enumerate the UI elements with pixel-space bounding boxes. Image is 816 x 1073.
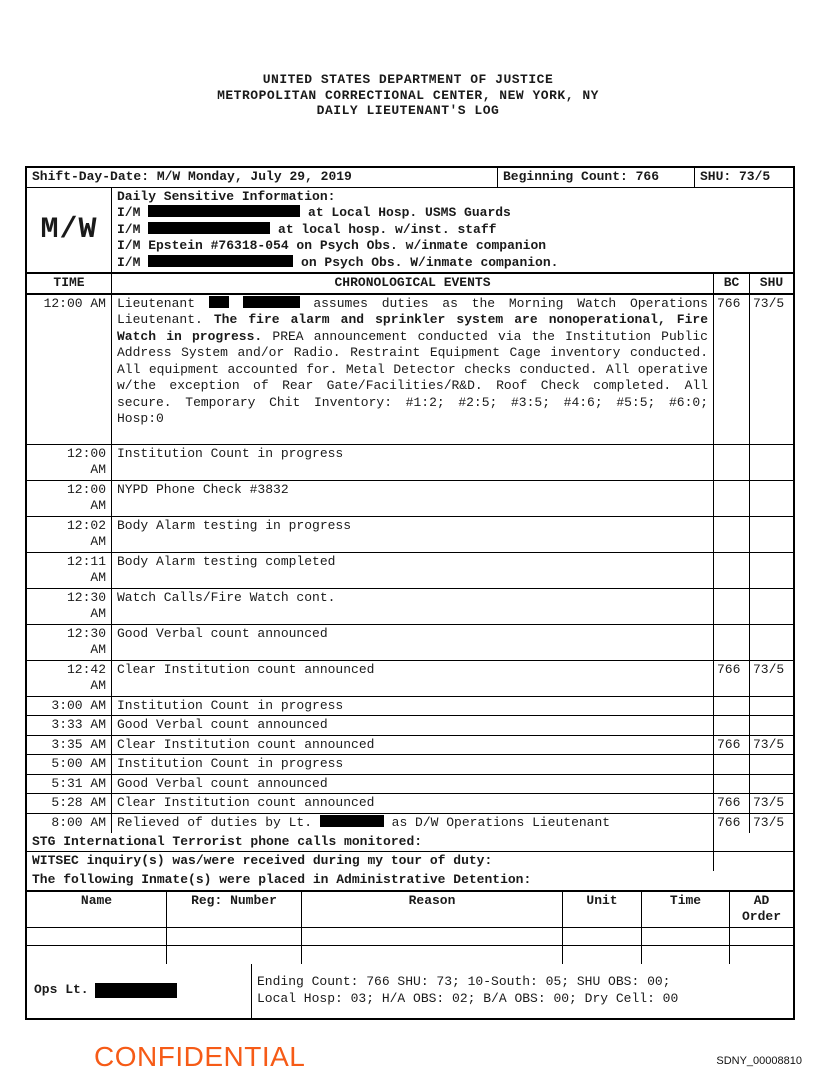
log-row-event: Clear Institution count announced bbox=[112, 661, 714, 696]
monitor-row-value bbox=[714, 852, 793, 871]
event-text-segment: Relieved of duties by Lt. bbox=[117, 814, 320, 830]
facility-line: METROPOLITAN CORRECTIONAL CENTER, NEW YORK, NY bbox=[217, 87, 599, 103]
ad-detention-title-row bbox=[27, 871, 793, 892]
log-row-event: Institution Count in progress bbox=[112, 755, 714, 774]
log-row-shu bbox=[750, 589, 793, 624]
log-row bbox=[27, 517, 793, 553]
log-row-event: Body Alarm testing completed bbox=[112, 553, 714, 588]
time-text: 12:30 bbox=[66, 625, 106, 641]
monitor-row-label: WITSEC inquiry(s) was/were received during my tour of duty: bbox=[27, 852, 714, 871]
log-row-bc bbox=[714, 553, 750, 588]
log-row-time bbox=[27, 553, 112, 588]
time-text: AM bbox=[90, 642, 106, 657]
ending-count-line: Local Hosp: 03; H/A OBS: 02; B/A OBS: 00; Dry Cell: 00 bbox=[257, 990, 679, 1006]
shu-column-header: SHU bbox=[759, 275, 784, 290]
time-text: 12:42 bbox=[66, 661, 106, 677]
log-row-time bbox=[27, 814, 112, 833]
event-text-segment: as D/W Operations Lieutenant bbox=[383, 814, 611, 830]
log-row-bc bbox=[714, 716, 750, 735]
daily-log-table bbox=[25, 166, 795, 1020]
time-text: AM bbox=[90, 678, 106, 693]
log-row bbox=[27, 625, 793, 661]
time-text: 12:02 bbox=[66, 517, 106, 533]
ad-column-header: AD Order bbox=[741, 892, 781, 924]
ending-count bbox=[252, 964, 793, 1018]
log-row bbox=[27, 736, 793, 756]
ad-empty-cell bbox=[730, 928, 793, 945]
time-text: 12:11 bbox=[66, 553, 106, 569]
sensitive-line bbox=[117, 205, 788, 222]
ad-detention-title: The following Inmate(s) were placed in Administrative Detention: bbox=[32, 872, 532, 887]
log-row-bc bbox=[714, 589, 750, 624]
ad-empty-cell bbox=[27, 946, 167, 964]
ad-empty-cell bbox=[642, 928, 730, 945]
ad-empty-cell bbox=[563, 946, 642, 964]
ad-empty-cell bbox=[563, 928, 642, 945]
bates-number: SDNY_00008810 bbox=[716, 1055, 802, 1067]
time-column-header: TIME bbox=[27, 274, 112, 293]
time-text: 12:30 bbox=[66, 589, 106, 605]
sensitive-lines bbox=[117, 205, 788, 271]
time-text: 12:00 AM bbox=[43, 295, 106, 311]
ad-empty-cell bbox=[642, 946, 730, 964]
log-rows bbox=[27, 295, 793, 833]
log-row-shu: 73/5 bbox=[753, 661, 785, 677]
log-column-header-row bbox=[27, 274, 793, 295]
log-row-bc: 766 bbox=[714, 295, 750, 444]
log-row-shu bbox=[750, 716, 793, 735]
time-text: AM bbox=[90, 570, 106, 585]
time-text: 5:00 AM bbox=[51, 756, 106, 771]
log-row-shu: 73/5 bbox=[753, 795, 785, 810]
event-text-segment: Lieutenant bbox=[117, 295, 209, 311]
log-row-shu bbox=[750, 445, 793, 480]
log-row bbox=[27, 553, 793, 589]
log-row-shu bbox=[750, 697, 793, 716]
beginning-count: Beginning Count: 766 bbox=[498, 168, 695, 187]
log-row-bc bbox=[714, 517, 750, 552]
log-row-bc bbox=[714, 775, 750, 794]
log-row bbox=[27, 481, 793, 517]
log-row-time bbox=[27, 589, 112, 624]
time-text: 12:00 bbox=[66, 445, 106, 461]
confidential-stamp: CONFIDENTIAL bbox=[94, 1041, 306, 1072]
event-text-segment: I/M bbox=[117, 254, 149, 270]
time-text: 8:00 AM bbox=[51, 814, 106, 830]
log-row bbox=[27, 716, 793, 736]
watch-code: M/W bbox=[27, 188, 112, 273]
log-row-bc bbox=[714, 625, 750, 660]
redaction-bar bbox=[320, 815, 384, 827]
sensitive-info-title: Daily Sensitive Information: bbox=[117, 188, 336, 204]
time-text: 12:00 bbox=[66, 481, 106, 497]
event-text-segment: on Psych Obs. W/inmate companion. bbox=[293, 254, 559, 270]
log-row-event bbox=[112, 295, 714, 444]
ad-empty-cell bbox=[167, 946, 302, 964]
monitor-rows bbox=[27, 833, 793, 872]
redaction-bar bbox=[148, 255, 293, 267]
shift-day-date: Shift-Day-Date: M/W Monday, July 29, 2019 bbox=[27, 168, 498, 187]
log-row-time bbox=[27, 661, 112, 696]
events-column-header: CHRONOLOGICAL EVENTS bbox=[112, 274, 714, 293]
event-text-segment: PREA announcement conducted via the Institution Public Address System and/or Radio. Restraint Equipment Cage inventory conducted. All equipment accounted for. Metal Detector checks conducted. All operative w/the exception of Rear Gate/Facilities/R&D. Roof Check completed. All secure. Temporary Chit Inventory: #1:2; #2:5; #3:5; #4:6; #5:5; #6:0; Hosp:0 bbox=[117, 328, 708, 426]
log-row bbox=[27, 295, 793, 445]
log-row-time bbox=[27, 445, 112, 480]
time-text: 3:35 AM bbox=[51, 736, 106, 752]
log-row bbox=[27, 589, 793, 625]
time-text: AM bbox=[90, 606, 106, 621]
ending-count-line: Ending Count: 766 SHU: 73; 10-South: 05; SHU OBS: 00; bbox=[257, 974, 671, 989]
sensitive-line bbox=[117, 222, 788, 239]
log-row-shu bbox=[750, 625, 793, 660]
log-row-shu: 73/5 bbox=[753, 814, 785, 830]
redaction-bar bbox=[243, 296, 300, 308]
event-text-segment: at Local Hosp. USMS Guards bbox=[300, 205, 511, 220]
log-row-event: Body Alarm testing in progress bbox=[112, 517, 714, 552]
time-text: 3:33 AM bbox=[51, 717, 106, 732]
redaction-bar bbox=[209, 296, 229, 308]
log-row-event: Good Verbal count announced bbox=[112, 625, 714, 660]
ad-empty-cell bbox=[167, 928, 302, 945]
sensitive-line bbox=[117, 238, 788, 255]
log-row-event: Good Verbal count announced bbox=[112, 716, 714, 735]
ad-empty-cell bbox=[27, 928, 167, 945]
event-text-segment: The fire alarm and sprinkler system are nonoperational, Fire Watch in progress. bbox=[117, 312, 708, 344]
log-row-shu bbox=[750, 775, 793, 794]
log-row bbox=[27, 697, 793, 717]
event-text-segment bbox=[229, 296, 243, 311]
log-row bbox=[27, 814, 793, 833]
log-row-time bbox=[27, 517, 112, 552]
log-row bbox=[27, 445, 793, 481]
log-row-event: Watch Calls/Fire Watch cont. bbox=[112, 589, 714, 624]
ops-name-redaction-bar bbox=[95, 983, 177, 998]
ad-empty-cell bbox=[302, 928, 563, 945]
log-row-bc bbox=[714, 755, 750, 774]
monitor-row bbox=[27, 833, 793, 853]
bc-column-header: BC bbox=[714, 274, 750, 293]
doj-title-line: UNITED STATES DEPARTMENT OF JUSTICE bbox=[262, 72, 554, 87]
ad-column-header: Reason bbox=[302, 892, 563, 927]
ad-column-header: Unit bbox=[563, 892, 642, 927]
log-row-event: Clear Institution count announced bbox=[112, 736, 714, 755]
log-row-bc bbox=[714, 697, 750, 716]
ad-column-header: Reg: Number bbox=[167, 892, 302, 927]
ad-empty-row bbox=[27, 946, 793, 964]
redaction-bar bbox=[148, 205, 300, 217]
monitor-row-value bbox=[714, 833, 793, 852]
log-row-event: Clear Institution count announced bbox=[112, 794, 714, 813]
log-row-shu bbox=[750, 755, 793, 774]
log-row-time bbox=[27, 697, 112, 716]
monitor-row-label: STG International Terrorist phone calls monitored: bbox=[27, 833, 714, 852]
event-text-segment: I/M bbox=[117, 205, 149, 220]
ad-empty-row bbox=[27, 928, 793, 946]
sensitive-line bbox=[117, 255, 788, 272]
log-row-time bbox=[27, 295, 112, 444]
log-row-time bbox=[27, 775, 112, 794]
log-row bbox=[27, 794, 793, 814]
time-text: AM bbox=[90, 534, 106, 549]
document-header bbox=[0, 72, 816, 119]
log-row-bc: 766 bbox=[714, 736, 750, 755]
log-row bbox=[27, 755, 793, 775]
event-text-segment: I/M Epstein #76318-054 on Psych Obs. w/inmate companion bbox=[117, 238, 547, 253]
log-row-event bbox=[112, 814, 714, 833]
ad-column-header: Time bbox=[642, 892, 730, 927]
log-row-time bbox=[27, 755, 112, 774]
ad-empty-cell bbox=[302, 946, 563, 964]
ad-column-header: Name bbox=[27, 892, 167, 927]
log-row-bc bbox=[714, 445, 750, 480]
event-text-segment: I/M bbox=[117, 221, 149, 237]
log-row-time bbox=[27, 794, 112, 813]
ops-lt-label: Ops Lt. bbox=[34, 982, 89, 998]
ad-empty-rows bbox=[27, 928, 793, 964]
log-row-time bbox=[27, 625, 112, 660]
time-text: 5:31 AM bbox=[51, 775, 106, 791]
sensitive-info-row bbox=[27, 188, 793, 275]
log-row-event: Good Verbal count announced bbox=[112, 775, 714, 794]
ops-signature-row bbox=[27, 964, 793, 1018]
monitor-row bbox=[27, 852, 793, 871]
log-row-event: NYPD Phone Check #3832 bbox=[112, 481, 714, 516]
log-row-bc: 766 bbox=[714, 794, 750, 813]
log-row-shu: 73/5 bbox=[753, 736, 785, 752]
ops-lt-signature bbox=[27, 964, 252, 1018]
log-row-shu bbox=[750, 553, 793, 588]
time-text: 3:00 AM bbox=[51, 697, 106, 713]
shu-count: SHU: 73/5 bbox=[700, 169, 771, 184]
log-row-event: Institution Count in progress bbox=[112, 445, 714, 480]
log-row-shu bbox=[750, 517, 793, 552]
log-row-bc bbox=[714, 481, 750, 516]
log-row bbox=[27, 661, 793, 697]
log-row-shu: 73/5 bbox=[753, 295, 785, 311]
log-row-shu bbox=[750, 481, 793, 516]
log-row bbox=[27, 775, 793, 795]
ad-empty-cell bbox=[730, 946, 793, 964]
log-title-line: DAILY LIEUTENANT'S LOG bbox=[316, 103, 500, 118]
time-text: AM bbox=[90, 462, 106, 477]
log-row-event: Institution Count in progress bbox=[112, 697, 714, 716]
ad-table-header-row bbox=[27, 892, 793, 928]
event-text-segment: assumes duties as the Morning Watch Operations Lieutenant. bbox=[117, 295, 708, 327]
log-row-bc: 766 bbox=[714, 661, 750, 696]
event-text-segment: at local hosp. w/inst. staff bbox=[270, 221, 497, 237]
sensitive-info bbox=[112, 188, 793, 273]
time-text: AM bbox=[90, 498, 106, 513]
log-row-time bbox=[27, 736, 112, 755]
redaction-bar bbox=[148, 222, 270, 234]
shift-info-row bbox=[27, 168, 793, 188]
log-row-bc: 766 bbox=[714, 814, 750, 833]
time-text: 5:28 AM bbox=[51, 795, 106, 810]
log-row-time bbox=[27, 716, 112, 735]
log-row-time bbox=[27, 481, 112, 516]
